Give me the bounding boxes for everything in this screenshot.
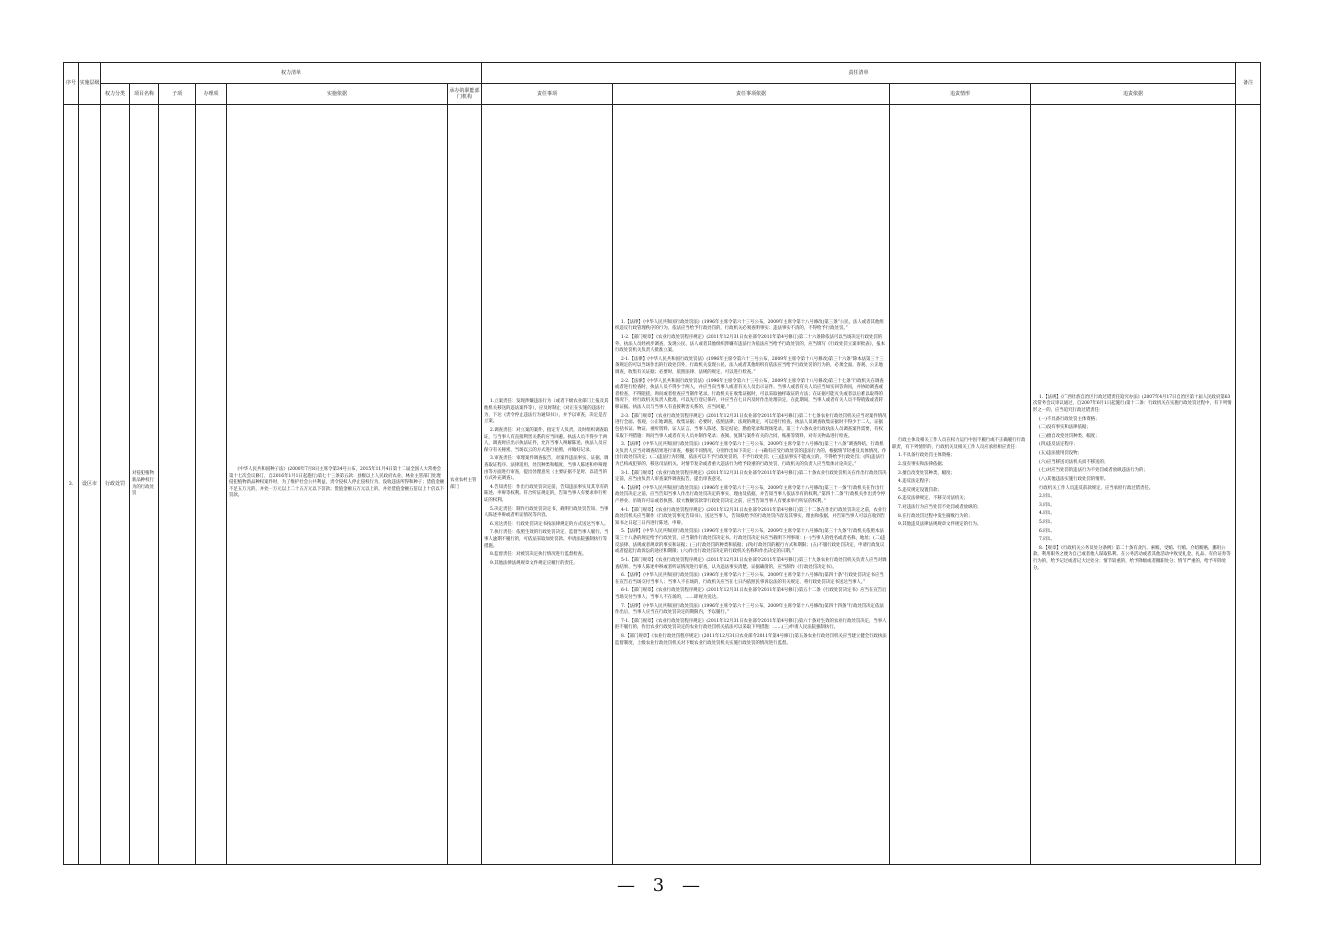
cell-duty-basis (613, 105, 890, 865)
accountability-basis-item: (六)应当移送司法机关而不移送的； (1039, 459, 1109, 465)
duty-item: 9.其他法律法规规章文件规定应履行的责任。 (490, 560, 578, 566)
cell-dept: 农业农村主管部门 (448, 105, 482, 865)
duty-item: 6.送达责任：行政处罚决定书按法律规定的方式送达当事人。 (490, 521, 609, 527)
duty-basis-item: 5-1.【部门规章】《农业行政处罚程序规定》(2011年12月31日农业部令2011年第4号修订)第三十九条农业行政处罚机关负责人应当对调查结果、当事人陈述申辩或者听证情况进行审查，认为违法事实清楚、证据确凿的，应当制作《行政处罚决定书》。 (615, 557, 887, 570)
accountability-basis-item: (四)违反法定程序； (1039, 442, 1078, 448)
accountability-basis-item: 2.同1。 (1039, 494, 1055, 500)
duty-basis-item: 3-1.【部门规章】《农业行政处罚程序规定》(2011年12月31日农业部令2011年第4号修订)第二十条农业行政处罚机关在作出行政处罚决定前，应当由负责人审查案件调查报告，提出审查意见。 (615, 470, 887, 483)
cell-category: 行政处罚 (101, 105, 130, 865)
header-basis: 实施依据 (227, 84, 448, 105)
cell-duty (482, 105, 613, 865)
accountability-basis-item: (二)没有事实和法律依据； (1039, 425, 1091, 431)
duty-basis-item: 2-3.【部门规章】《农业行政处罚程序规定》(2011年12月31日农业部令2011年第4号修订)第二十七条农业行政处罚机关应当对案件情况进行全面、客观、公正地调查，收集证据；必要时，依照法律、法规的规定，可以进行检查。执法人员调查收集证据时不得少于二人。证据包括书证、物证、视听资料、证人证言、当事人陈述、鉴定结论、勘验笔录和现场笔录。第三十六条农业行政执法人员调查案件需要，有权采取下列措施：询问当事人或者有关人员并制作笔录；查阅、复制与案件有关的合同、账册等资料，对有关物品进行检查。 (615, 413, 887, 439)
duty-item: 8.监督责任：对被罚决定执行情况进行监督检查。 (490, 552, 587, 558)
duty-basis-item: 7.【法律】《中华人民共和国行政处罚法》(1996年主席令第六十三号公布，2009年主席令第十八号修改)第四十四条“行政处罚决定依法作出后，当事人应当在行政处罚决定的期限内，予以履行。” (615, 603, 884, 616)
accountability-basis-item: 4.同1。 (1039, 511, 1055, 517)
basis-text: 《中华人民共和国种子法》(2000年7月8日主席令第34号公布，2015年11月4日第十二届全国人大常委会第十七次会议修订，自2016年1月1日起施行)第七十三条第五款：县级以上人民政府农业、林业主管部门处理侵犯植物新品种权案件时，为了维护社会公共利益，责令侵权人停止侵权行为，没收违法所得和种子；货值金额不足五万元的，并处一万元以上二十五万元以下罚款；货值金额五万元以上的，并处货值金额五倍以上十倍以下罚款。 (229, 466, 445, 499)
duty-basis-item: 2-2.【法律】《中华人民共和国行政处罚法》(1996年主席令第六十三号公布，2009年主席令第十八号修改)第三十七条“行政机关在调查或者进行检查时，执法人员不得少于两人，并应当向当事人或者有关人员出示证件。当事人或者有关人员应当如实回答询问，并协助调查或者检查，不得阻挠。询问或者检查应当制作笔录。行政机关在收集证据时，可以采取抽样取证的方法；在证据可能灭失或者以后难以取得的情况下，经行政机关负责人批准，可以先行登记保存，并应当在七日内及时作出处理决定，在此期间，当事人或者有关人员不得销毁或者转移证据。执法人员与当事人有直接利害关系的，应当回避。” (615, 378, 884, 411)
duty-basis-item: 2-1.【法律】《中华人民共和国行政处罚法》(1996年主席令第六十三号公布，2009年主席令第十八号修改)第三十六条“除本法第三十三条规定的可以当场作出的行政处罚外，行政机关发现公民、法人或者其他组织有依法应当给予行政处罚的行为的，必须全面、客观、公正地调查，收集有关证据；必要时，依照法律、法规的规定，可以进行检查。” (615, 356, 884, 376)
accountability-item: 2.没有事实和法律依据； (898, 461, 947, 467)
duty-item: 3.审查责任：审理案件调查报告，对案件违法事实、证据、调查取证程序、法律适用、处罚种类和幅度、当事人陈述和申辩理由等方面进行审查，提出处理意见（主要证据不足时，以适当的方式补充调查）。 (484, 456, 609, 482)
accountability-basis-item: (八)其他违法实施行政处罚的情形。 (1039, 476, 1109, 482)
header-dept: 承办的职能部门机构 (448, 84, 482, 105)
accountability-basis-item: 5.同1。 (1039, 519, 1055, 525)
header-accountability-basis: 追责依据 (1031, 84, 1236, 105)
cell-handle (196, 105, 227, 865)
accountability-item: 7.对违法行为应当处罚不处罚或者放纵的； (898, 505, 982, 511)
cell-item: 对侵犯植物新品种权行为的行政处罚 (130, 105, 159, 865)
header-duty: 责任事项 (482, 84, 613, 105)
duty-basis-item: 4.【法律】《中华人民共和国行政处罚法》(1996年主席令第六十三号公布，2009年主席令第十八号修改)第三十一条“行政机关在作出行政处罚决定之前，应当告知当事人作出行政处罚决定的事实、理由及依据，并告知当事人依法享有的权利。”第四十二条“行政机关作出责令停产停业、吊销许可证或者执照、较大数额罚款等行政处罚决定之前，应当告知当事人有要求举行听证的权利。” (615, 485, 886, 505)
accountability-item: 行政主体及相关工作人员在权力运行中因不履行或不正确履行行政职责，有下列情形的，行政机关及相关工作人员应承担相应责任： (892, 438, 1026, 450)
cell-sub (159, 105, 196, 865)
accountability-item: 6.违反法律规定，不移交司法机关； (898, 496, 969, 502)
header-remark: 备注 (1236, 63, 1261, 105)
power-duty-table (63, 62, 1261, 865)
accountability-item: 5.违反规定设置罚款； (898, 487, 942, 493)
duty-basis-item: 1.【法律】《中华人民共和国行政处罚法》(1996年主席令第六十三号公布，2009年主席令第十八号修改)第三条“公民、法人或者其他组织违反行政管理秩序的行为，依法应当给予行政处罚的，行政机关必须查明事实；违法事实不清的，不得给予行政处罚。” (615, 319, 884, 332)
header-level: 实施层级 (79, 63, 101, 105)
accountability-item: 1.不具备行政处罚主体资格； (898, 453, 955, 459)
header-duty-basis: 责任事项依据 (613, 84, 890, 105)
header-sub: 子项 (159, 84, 196, 105)
header-handle: 办理项 (196, 84, 227, 105)
duty-item: 5.决定责任：制作行政处罚决定书，载明行政处罚告知、当事人陈述申辩或者听证情况等内容。 (484, 506, 609, 519)
cell-accountability (890, 105, 1031, 865)
duty-basis-item: 3.【法律】《中华人民共和国行政处罚法》(1996年主席令第六十三号公布，2009年主席令第十八号修改)第三十八条“调查终结，行政机关负责人应当对调查结果进行审查，根据不同情况，分别作出如下决定：(一)确有应受行政处罚的违法行为的，根据情节轻重及具体情况，作出行政处罚决定；(二)违法行为轻微，依法可以不予行政处罚的，不予行政处罚；(三)违法事实不能成立的，不得给予行政处罚；(四)违法行为已构成犯罪的，移送司法机关。对情节复杂或者重大违法行为给予较重的行政处罚，行政机关的负责人应当集体讨论决定。” (615, 442, 887, 467)
duty-basis-item: 8.【部门规章】《农业行政处罚程序规定》(2011年12月31日农业部令2011年第4号修订)第五条农业行政处罚机关应当建立健全行政执法监督制度，上级农业行政处罚机关对下级农业行政处罚机关实施行政处罚的情况进行监督。 (615, 633, 887, 646)
duty-basis-item: 4-1.【部门规章】《农业行政处罚程序规定》(2011年12月31日农业部令2011年第4号修订)第三十二条在作出行政处罚决定之前，农业行政处罚机关应当制作《行政处罚事先告知书》，送达当事人，告知拟给予的行政处罚内容及其事实、理由和依据，并告知当事人可以在收到告知书之日起三日内进行陈述、申辩。 (615, 507, 887, 526)
accountability-basis-item: (五)违法使用罚没物； (1039, 451, 1082, 457)
accountability-basis-item: 行政机关工作人员违反前款规定，应当承担行政过错责任。 (1039, 485, 1154, 491)
accountability-basis-item: (一)不具备行政处罚主体资格； (1039, 416, 1100, 422)
duty-basis-item: 7-1.【部门规章】《农业行政处罚程序规定》(2011年12月31日农业部令2011年第4号修订)第六十条对生效的农业行政处罚决定，当事人拒不履行的，作出农业行政处罚决定的农业行政处罚机关依法可以采取下列措施：……(三)申请人民法院强制执行。 (615, 618, 887, 631)
table-row (64, 105, 1261, 865)
cell-remark (1236, 105, 1261, 865)
duty-basis-item: 1-2.【部门规章】《农业行政处罚程序规定》(2011年12月31日农业部令2011年第4号修订)第二十六条除依法可以当场决定行政处罚的外，执法人员经初步调查，发现公民、法人或者其他组织涉嫌有违法行为依法应当给予行政处罚的，应当填写《行政处罚立案审批表》，报本行政处罚机关负责人批准立案。 (615, 335, 886, 354)
header-item: 项目名称 (130, 84, 159, 105)
accountability-basis-item: 3.同1。 (1039, 502, 1055, 508)
header-seq: 序号 (64, 63, 79, 105)
accountability-item: 4.违反法定程序； (898, 479, 933, 485)
page-number: — 3 — (617, 875, 706, 896)
header-accountability: 追责情形 (890, 84, 1031, 105)
duty-item: 4.告知责任：作出行政处罚决定前，告知违法事实及其享有的陈述、申辩等权利。符合听证规定的，告知当事人有要求举行听证的权利。 (484, 484, 609, 504)
duty-item: 2.调查责任：对立案的案件，指定专人负责，及时组织调查取证，与当事人有直接利害关系的应当回避。执法人员不得少于两人，调查时应出示执法证件，允许当事人辩解陈述。执法人员应保守有关秘密，当场以云的方式进行拍照，并做好记录。 (484, 427, 609, 453)
duty-item: 1.立案责任：发现涉嫌违法行为（或者下级农业部门上报及其他机关移送的违法案件等），应及时制止（对正在实施的违法行为，下达《责令停止违法行为通知书》），并予以审查，决定是否立案。 (484, 399, 609, 425)
cell-seq: 3. (64, 105, 79, 865)
header-duty-list: 责任清单 (482, 63, 1236, 84)
cell-accountability-basis (1031, 105, 1236, 865)
duty-basis-item: 6.【法律】《中华人民共和国行政处罚法》(1996年主席令第六十三号公布，2009年主席令第十八号修改)第四十条“行政处罚决定书应当在宣告后当场交付当事人；当事人不在场的，行政机关应当在七日内依照民事诉讼法的有关规定，将行政处罚决定书送达当事人。” (615, 573, 884, 585)
duty-basis-item: 6-1.【部门规章】《农业行政处罚程序规定》(2011年12月31日农业部令2011年第4号修订)第五十二条《行政处罚决定书》应当在宣告后当场交付当事人；当事人不在场的，……即视为送达。 (615, 588, 887, 600)
header-power-list: 权力清单 (101, 63, 482, 84)
header-category: 权力分类 (101, 84, 130, 105)
accountability-basis-item: 8.【规章】《行政机关公务员处分条例》第二十条有贪污、索贿、受贿、行贿、介绍贿赂、挪用公款、利用职务之便为自己或者他人谋取私利、在公务活动或者其他活动中收受礼金、礼品、有价证券等行为的，给予记过或者记大过处分；情节较重的，给予降级或者撤职处分；情节严重的，给予开除处分。 (1033, 545, 1231, 571)
accountability-basis-item: 1.【法规】《广西壮族自治区行政过错责任追究办法》(2007年4月17日自治区第十届人民政府第63次常务会议审议通过，自2007年6月1日起施行)第十二条：行政机关在实施行政处罚过程中，有下列情形之一的，应当追究行政过错责任： (1033, 394, 1232, 414)
accountability-basis-item: 6.同1。 (1039, 528, 1055, 534)
accountability-item: 3.擅自改变处罚种类、幅度； (898, 470, 955, 476)
accountability-basis-item: (七)对应当处罚的违法行为不处罚或者放纵违法行为的； (1039, 468, 1148, 474)
accountability-item: 9.其他违反法律法规规章文件规定的行为。 (898, 522, 982, 528)
accountability-item: 8.在行政处罚过程中发生腐败行为的； (898, 513, 973, 519)
accountability-basis-item: 7.同1。 (1039, 537, 1055, 543)
duty-item: 7.执行责任：依照生效的行政处罚决定，监督当事人履行。当事人逾期不履行的，可依法采取加处罚款、申请法院强制执行等措施。 (484, 530, 609, 549)
cell-basis (227, 105, 448, 865)
accountability-basis-item: (三)擅自改变处罚种类、幅度； (1039, 433, 1100, 439)
duty-basis-item: 5.【法律】《中华人民共和国行政处罚法》(1996年主席令第六十三号公布，2009年主席令第十八号修改)第三十九条“行政机关依照本法第三十八条的规定给予行政处罚，应当制作行政处罚决定书。行政处罚决定书应当载明下列事项：(一)当事人的姓名或者名称、地址；(二)违反法律、法规或者规章的事实和证据；(三)行政处罚的种类和依据；(四)行政处罚的履行方式和期限；(五)不服行政处罚决定，申请行政复议或者提起行政诉讼的途径和期限；(六)作出行政处罚决定的行政机关名称和作出决定的日期。” (615, 529, 886, 555)
cell-level: 设区市 (79, 105, 101, 865)
